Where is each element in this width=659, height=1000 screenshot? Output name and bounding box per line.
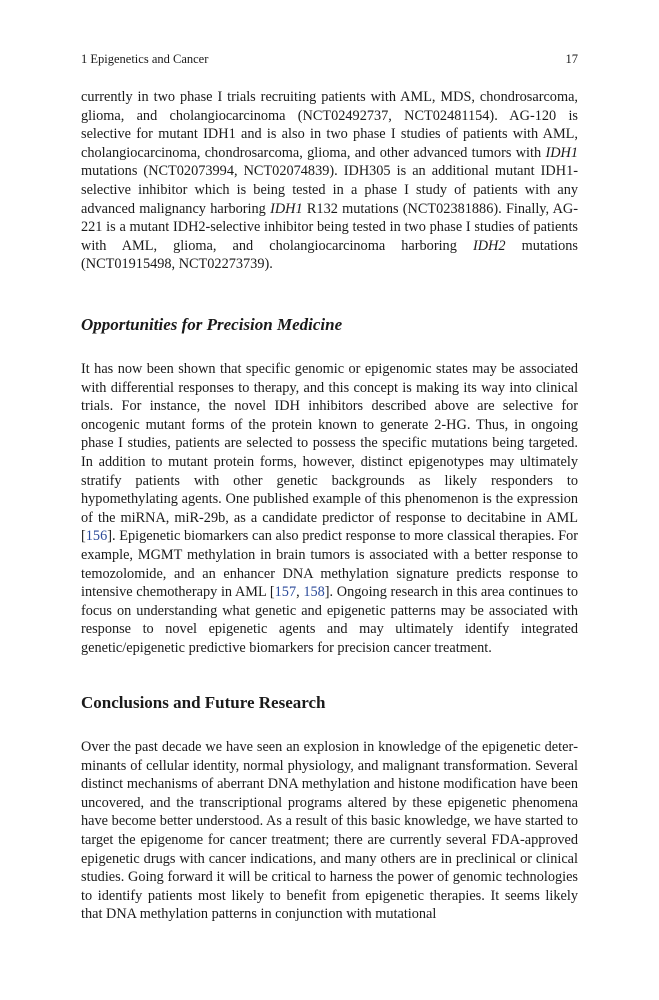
- text-run: It has now been shown that specific genomic or epigenomic states may be associated with differential responses to therapy, and this concept is making its way into clinical trials. For instance, the novel IDH inhibitors described above are selective for oncogenic mutant forms of the protein known to generate 2-HG. Thus, in ongoing phase I studies, patients are selected to possess the specific mutations being targeted. In addition to mutant protein forms, however, distinct epigenotypes may ultimately stratify patients with other genetic backgrounds as likely responders to hypomethylating agents. One published example of this phenomenon is the expression of the miRNA, miR-29b, as a candidate predictor of response to decitabine in AML [: [81, 361, 578, 545]
- section-heading-conclusions: Conclusions and Future Research: [81, 693, 326, 712]
- text-run: ,: [296, 584, 304, 601]
- text-run: Over the past decade we have seen an explosion in knowledge of the epigenetic determinants of cellular identity, normal physiology, and malignant transformation. Several distinct mechanisms of aberrant DNA methylation and histone modification have been uncovered, and the transcriptional programs altered by these epigenetic phenomena have become better understood. As a result of this basic knowledge, we have started to target the epigenome for cancer treatment; there are currently several FDA-approved epigenetic drugs with cancer indications, and many others are in preclinical or clinical studies. Going forward it will be critical to harness the power of genomic technologies to identify patients most likely to benefit from epigenetic therapies. It seems likely that DNA methylation patterns in conjunction with mutational: [81, 739, 578, 923]
- paragraph-idh-trials: [81, 88, 578, 274]
- paragraph-text: [81, 360, 578, 658]
- text-run: R132 mutations (NCT02381886). Finally, AG-221 is a mutant IDH2-selective inhibitor being tested in two phase I studies of patients with AML, glioma, and cholangiocarcinoma harboring: [81, 200, 578, 254]
- citation-link[interactable]: 158: [303, 584, 325, 601]
- citation-link[interactable]: 157: [274, 584, 297, 601]
- running-head-chapter: 1 Epigenetics and Cancer: [81, 52, 209, 66]
- italic-gene-name: IDH2: [472, 237, 506, 254]
- citation-link[interactable]: 156: [85, 528, 108, 545]
- text-run: ]. Epigenetic biomarkers can also predict response to more classical therapies. For example, MGMT methylation in brain tumors is associated with a better response to temozolomide, and an enhancer DNA methylation signature predicts response to intensive chemotherapy in AML [: [81, 528, 578, 601]
- text-run: currently in two phase I trials recruiting patients with AML, MDS, chondrosarcoma, glioma, and cholangiocarcinoma (NCT02492737, NCT02481154). AG-120 is selective for mutant IDH1 and is also in two phase I studies of patients with AML, cholangiocarcinoma, chondrosarcoma, glioma, and other advanced tumors with: [81, 89, 578, 161]
- paragraph-precision-medicine: [81, 360, 578, 658]
- page-number: 17: [565, 52, 578, 66]
- text-run: mutations (NCT02073994, NCT02074839). IDH305 is an additional mutant IDH1-selective inhibitor which is being tested in a phase I study of patients with any advanced malignancy harboring: [81, 163, 578, 217]
- section-heading-precision-medicine: Opportunities for Precision Medicine: [81, 315, 343, 334]
- paragraph-text: [81, 88, 578, 274]
- text-run: mutations (NCT01915498, NCT02273739).: [81, 237, 578, 273]
- paragraph-text: [81, 738, 578, 924]
- italic-gene-name: IDH1: [545, 144, 578, 161]
- italic-gene-name: IDH1: [270, 200, 303, 217]
- text-run: ]. Ongoing research in this area continues to focus on understanding what genetic and epigenetic patterns may be associated with response to novel epigenetic agents and may ultimately identify integrated genetic/epigenetic predictive biomarkers for precision cancer treatment.: [81, 584, 578, 656]
- paragraph-conclusions: [81, 738, 578, 924]
